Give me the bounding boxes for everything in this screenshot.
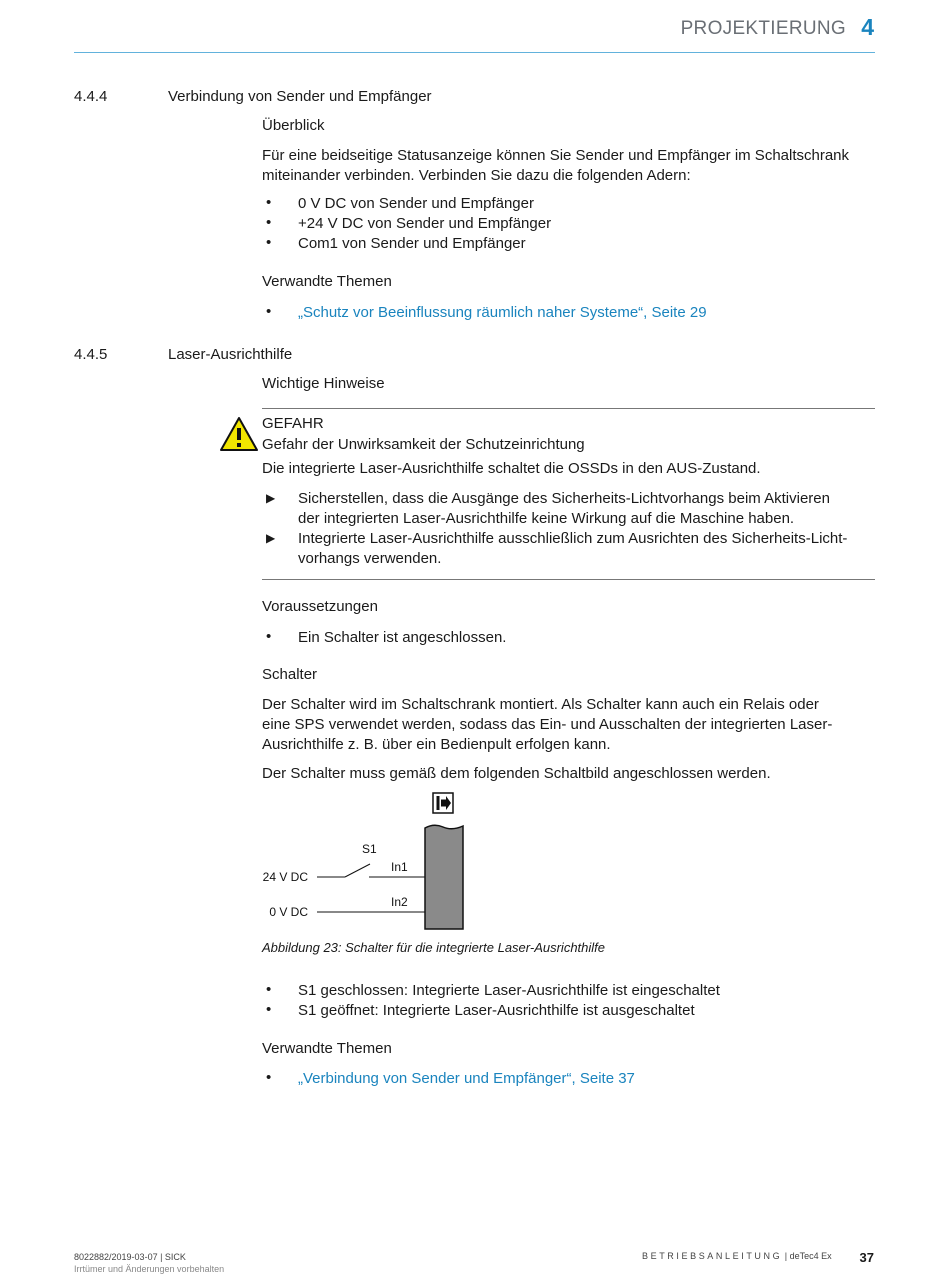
- device-housing: [425, 825, 463, 929]
- overview-paragraph: Für eine beidseitige Statusanzeige können Sie Sender und Empfänger im Schaltschrank miteinander verbinden. Verbinden Sie dazu die folgenden Adern:: [262, 147, 850, 184]
- overview-heading: Überblick: [262, 117, 325, 134]
- related-heading: Verwandte Themen: [262, 273, 392, 290]
- footer-doc-type: BETRIEBSANLEITUNG: [642, 1251, 783, 1261]
- switch-paragraph: Der Schalter wird im Schaltschrank montiert. Als Schalter kann auch ein Relais oder eine SPS verwendet werden, sodass das Ein- und Ausschalten der integrierten Laser- Ausrichthilfe z. B. über ein Bedienpult erfolgen kann.: [262, 696, 833, 753]
- danger-subtitle: Gefahr der Unwirksamkeit der Schutzeinrichtung: [262, 436, 585, 453]
- danger-bottom-rule: [262, 579, 875, 580]
- related-heading: Verwandte Themen: [262, 1040, 392, 1057]
- label-in2: In2: [391, 895, 408, 909]
- footer-left: [74, 1251, 224, 1275]
- chapter-number: 4: [861, 14, 874, 40]
- arrow-bullet-icon: ▶: [266, 491, 276, 505]
- related-link[interactable]: „Schutz vor Beeinflussung räumlich naher Systeme“, Seite 29: [298, 304, 707, 321]
- label-24v: 24 V DC: [262, 870, 308, 884]
- section-number: 4.4.4: [74, 88, 108, 105]
- arrow-bullet-icon: ▶: [266, 531, 276, 545]
- wiring-diagram: [255, 790, 485, 930]
- danger-text: Die integrierte Laser-Ausrichthilfe schaltet die OSSDs in den AUS-Zustand.: [262, 460, 761, 477]
- list-item: +24 V DC von Sender und Empfänger: [298, 215, 552, 232]
- bullet-dot: •: [266, 303, 272, 320]
- notes-heading: Wichtige Hinweise: [262, 375, 385, 392]
- section-number: 4.4.5: [74, 346, 108, 363]
- bullet-dot: •: [266, 1001, 272, 1018]
- bullet-dot: •: [266, 1069, 272, 1086]
- bullet-dot: •: [266, 234, 272, 251]
- footer-right: [642, 1251, 832, 1261]
- output-arrow-icon: [433, 793, 453, 813]
- danger-top-rule: [262, 408, 875, 409]
- action-item: Integrierte Laser-Ausrichthilfe ausschließlich zum Ausrichten des Sicherheits-Licht- vorhangs verwenden.: [298, 530, 848, 567]
- list-item: S1 geöffnet: Integrierte Laser-Ausrichthilfe ist ausgeschaltet: [298, 1002, 695, 1019]
- prereq-heading: Voraussetzungen: [262, 598, 378, 615]
- chapter-title: PROJEKTIERUNG: [680, 18, 846, 39]
- list-item: 0 V DC von Sender und Empfänger: [298, 195, 534, 212]
- section-title: Laser-Ausrichthilfe: [168, 346, 293, 363]
- footer-product: | deTec4 Ex: [784, 1251, 832, 1261]
- switch-s1: [345, 864, 370, 877]
- switch-heading: Schalter: [262, 666, 318, 683]
- bullet-dot: •: [266, 628, 272, 645]
- section-title: Verbindung von Sender und Empfänger: [168, 88, 432, 105]
- related-link[interactable]: „Verbindung von Sender und Empfänger“, Seite 37: [298, 1070, 635, 1087]
- warning-triangle-icon: [219, 416, 259, 452]
- list-item: Com1 von Sender und Empfänger: [298, 235, 526, 252]
- action-item: Sicherstellen, dass die Ausgänge des Sicherheits-Lichtvorhangs beim Aktivieren der integrierten Laser-Ausrichthilfe keine Wirkung auf die Maschine haben.: [298, 490, 830, 527]
- list-item: Ein Schalter ist angeschlossen.: [298, 629, 507, 646]
- switch-paragraph-2: Der Schalter muss gemäß dem folgenden Schaltbild angeschlossen werden.: [262, 765, 771, 782]
- danger-label: GEFAHR: [262, 415, 324, 432]
- header-rule: [74, 52, 875, 53]
- bullet-dot: •: [266, 981, 272, 998]
- label-0v: 0 V DC: [269, 905, 308, 919]
- label-s1: S1: [362, 842, 377, 856]
- list-item: S1 geschlossen: Integrierte Laser-Ausrichthilfe ist eingeschaltet: [298, 982, 720, 999]
- bullet-dot: •: [266, 194, 272, 211]
- page-number: 37: [859, 1250, 874, 1265]
- bullet-dot: •: [266, 214, 272, 231]
- footer-doc-id: 8022882/2019-03-07 | SICK: [74, 1252, 186, 1262]
- label-in1: In1: [391, 860, 408, 874]
- figure-caption: Abbildung 23: Schalter für die integrierte Laser-Ausrichthilfe: [262, 940, 606, 955]
- footer-disclaimer: Irrtümer und Änderungen vorbehalten: [74, 1264, 225, 1274]
